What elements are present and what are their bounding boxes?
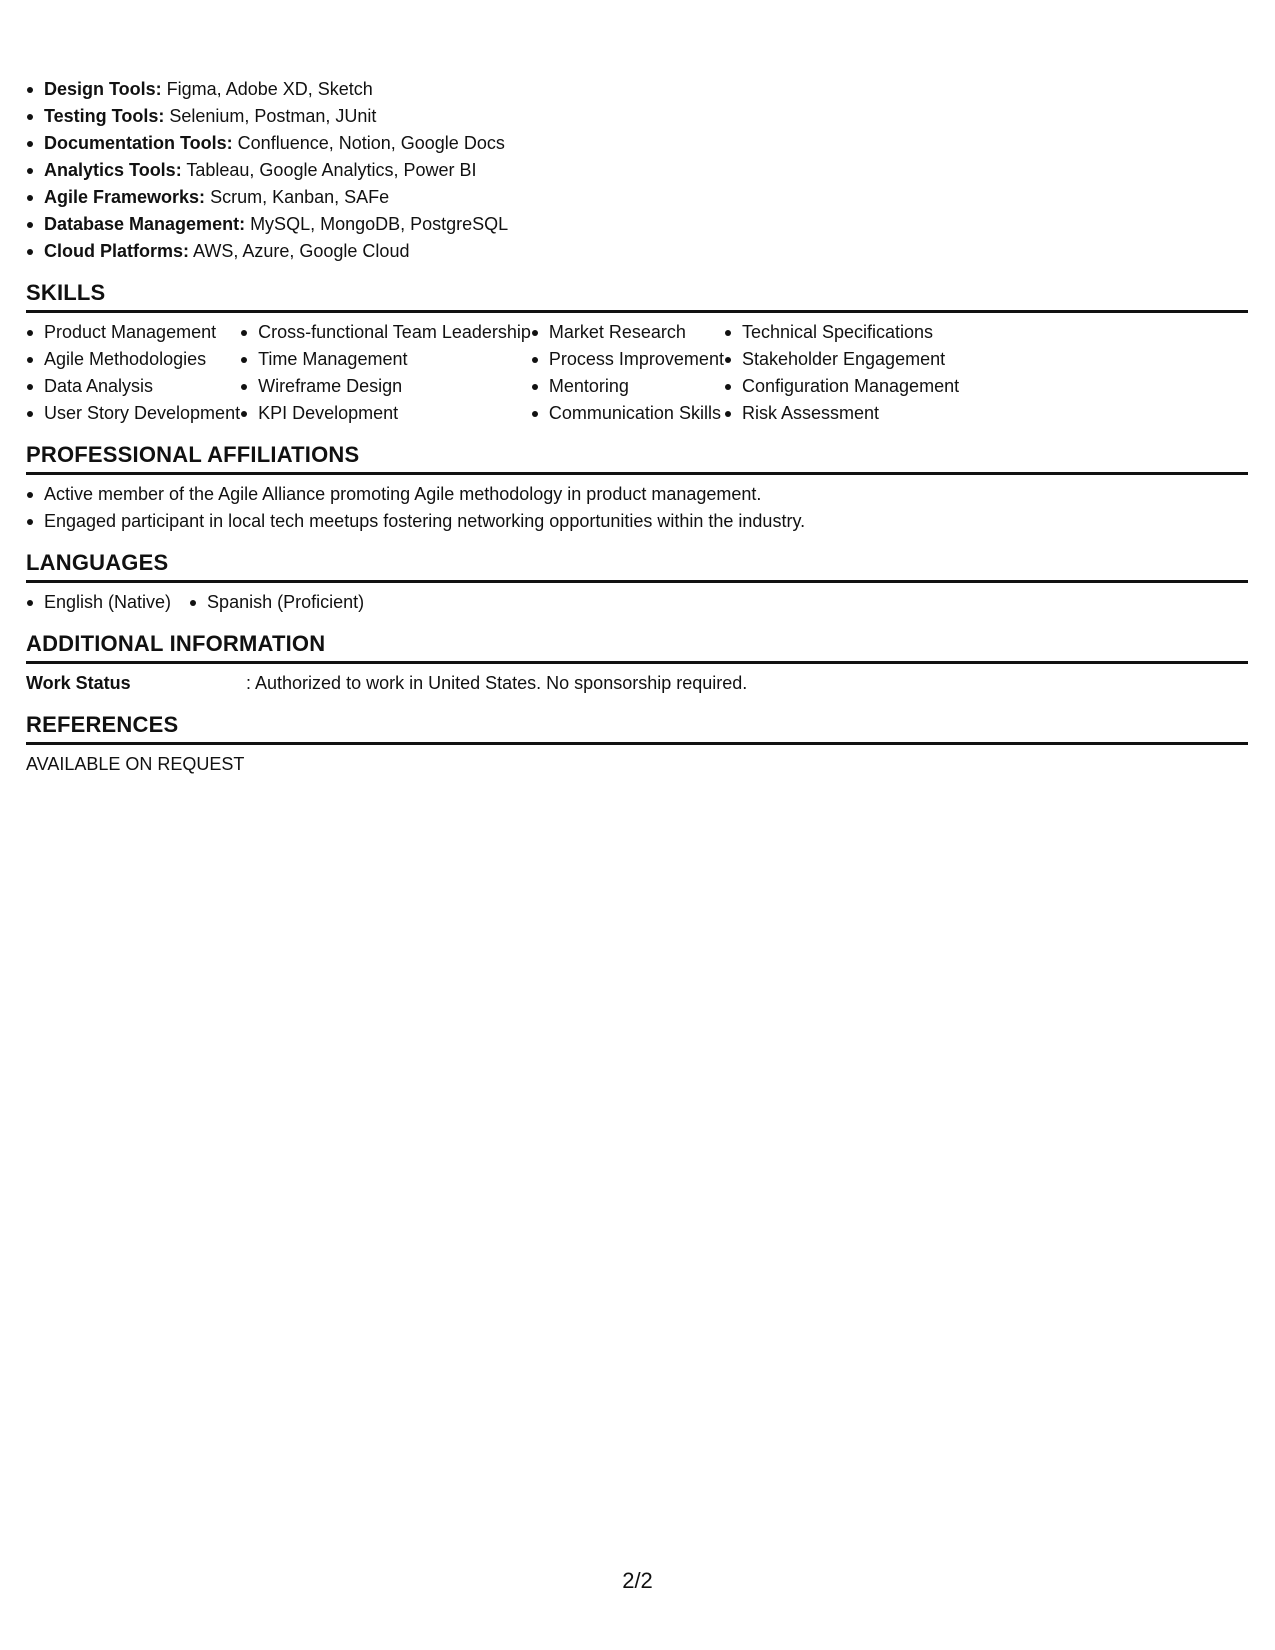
references-section	[26, 711, 1248, 778]
tool-label: Cloud Platforms:	[44, 241, 190, 261]
list-item: Engaged participant in local tech meetups fostering networking opportunities within the industry.	[26, 508, 1248, 535]
list-item: KPI Development	[240, 400, 531, 427]
tool-value: Figma, Adobe XD, Sketch	[161, 79, 373, 99]
skills-column	[724, 319, 959, 427]
tool-label: Database Management:	[44, 214, 246, 234]
skills-column	[531, 319, 724, 427]
list-item: Market Research	[531, 319, 724, 346]
list-item: Active member of the Agile Alliance promoting Agile methodology in product management.	[26, 481, 1248, 508]
section-title: SKILLS	[26, 279, 1248, 313]
list-item: English (Native)	[26, 589, 171, 616]
affiliations-list	[26, 481, 1248, 535]
work-status-value: : Authorized to work in United States. No sponsorship required.	[246, 673, 748, 693]
list-item: User Story Development	[26, 400, 240, 427]
list-item	[26, 103, 1248, 130]
list-item: Product Management	[26, 319, 240, 346]
work-status-label: Work Status	[26, 673, 131, 693]
tool-label: Testing Tools:	[44, 106, 165, 126]
tool-label: Agile Frameworks:	[44, 187, 206, 207]
list-item: Cross-functional Team Leadership	[240, 319, 531, 346]
list-item	[26, 238, 1248, 265]
tool-label: Design Tools:	[44, 79, 162, 99]
section-title: LANGUAGES	[26, 549, 1248, 583]
work-status-row	[26, 670, 1248, 697]
tool-value: Tableau, Google Analytics, Power BI	[181, 160, 477, 180]
tools-list	[26, 76, 1248, 265]
languages-list	[26, 589, 1248, 616]
skills-column	[26, 319, 240, 427]
tool-value: AWS, Azure, Google Cloud	[189, 241, 410, 261]
page-number: 2/2	[622, 1568, 653, 1593]
section-title: REFERENCES	[26, 711, 1248, 745]
languages-section	[26, 549, 1248, 616]
references-text: AVAILABLE ON REQUEST	[26, 754, 245, 774]
list-item	[26, 76, 1248, 103]
list-item: Spanish (Proficient)	[189, 589, 364, 616]
additional-info-section	[26, 630, 1248, 697]
list-item: Configuration Management	[724, 373, 959, 400]
list-item	[26, 130, 1248, 157]
tool-value: MySQL, MongoDB, PostgreSQL	[245, 214, 509, 234]
list-item	[26, 157, 1248, 184]
skills-section	[26, 279, 1248, 427]
list-item	[26, 184, 1248, 211]
list-item: Data Analysis	[26, 373, 240, 400]
skills-column	[240, 319, 531, 427]
list-item: Risk Assessment	[724, 400, 959, 427]
list-item: Agile Methodologies	[26, 346, 240, 373]
resume-page	[26, 76, 1248, 778]
skills-grid	[26, 319, 1248, 427]
tool-value: Confluence, Notion, Google Docs	[232, 133, 505, 153]
affiliations-section	[26, 441, 1248, 535]
list-item: Communication Skills	[531, 400, 724, 427]
list-item: Wireframe Design	[240, 373, 531, 400]
tool-label: Documentation Tools:	[44, 133, 233, 153]
list-item: Stakeholder Engagement	[724, 346, 959, 373]
tool-value: Scrum, Kanban, SAFe	[205, 187, 390, 207]
list-item: Time Management	[240, 346, 531, 373]
list-item: Process Improvement	[531, 346, 724, 373]
list-item: Mentoring	[531, 373, 724, 400]
list-item	[26, 211, 1248, 238]
section-title: PROFESSIONAL AFFILIATIONS	[26, 441, 1248, 475]
tool-label: Analytics Tools:	[44, 160, 182, 180]
tool-value: Selenium, Postman, JUnit	[164, 106, 377, 126]
list-item: Technical Specifications	[724, 319, 959, 346]
section-title: ADDITIONAL INFORMATION	[26, 630, 1248, 664]
